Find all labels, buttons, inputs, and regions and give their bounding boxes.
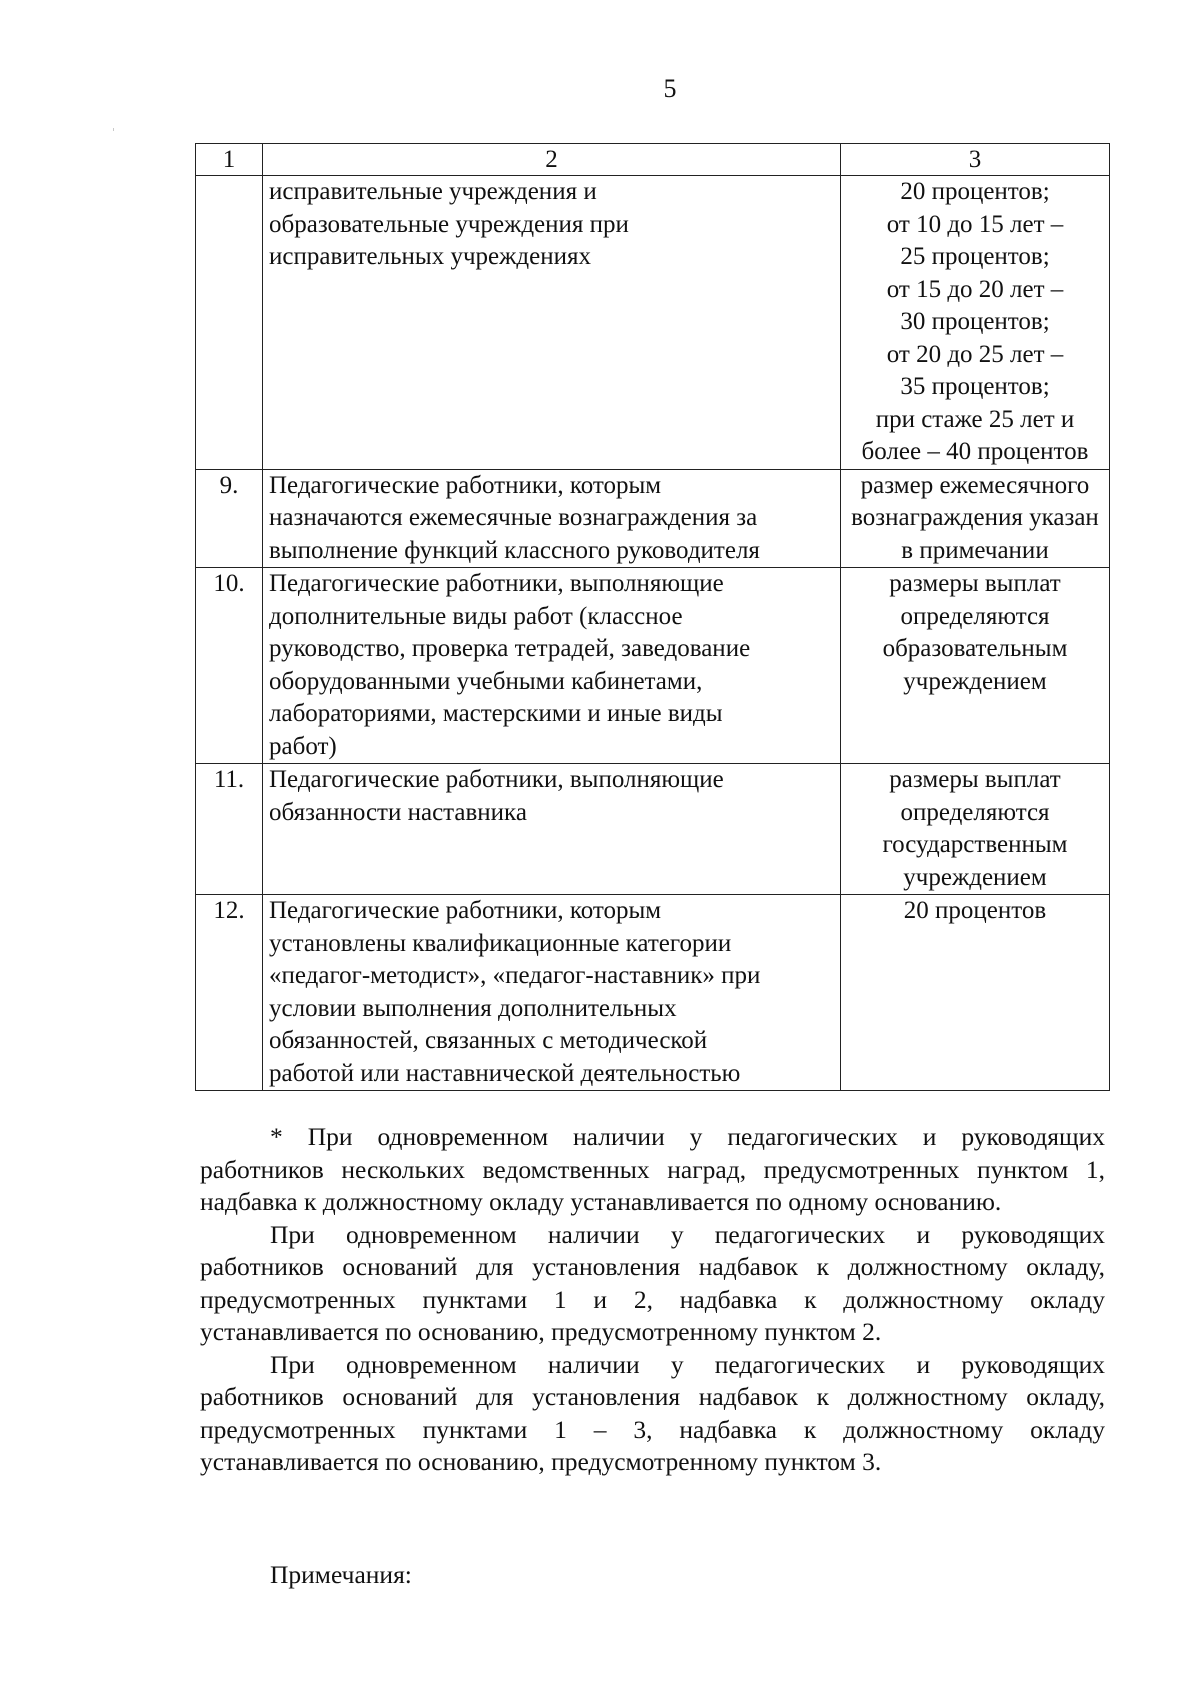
- row-value: [841, 176, 1110, 470]
- footnote-line: работников нескольких ведомственных наград, предусмотренных пунктом 1,: [200, 1154, 1105, 1184]
- table-body: [196, 144, 1110, 1091]
- description-line: работ): [269, 732, 337, 760]
- value-line: определяются: [900, 798, 1050, 826]
- value-line: более – 40 процентов: [861, 438, 1089, 465]
- description-line: работой или наставнической деятельностью: [269, 1059, 741, 1087]
- footnotes: [200, 1121, 1105, 1479]
- value-line: при стаже 25 лет и: [875, 405, 1075, 433]
- footnote-line: При одновременном наличии у педагогических и руководящих: [270, 1349, 1105, 1379]
- description-line: назначаются ежемесячные вознаграждения за: [269, 504, 758, 531]
- row-number: 11.: [196, 764, 263, 895]
- footnote-line: работников оснований для установления надбавок к должностному окладу,: [200, 1252, 1105, 1281]
- footnote-line: предусмотренных пунктами 1 – 3, надбавка к должностному окладу: [200, 1414, 1105, 1444]
- description-line: Педагогические работники, выполняющие: [269, 570, 724, 597]
- value-line: от 20 до 25 лет –: [886, 340, 1064, 368]
- description-line: Педагогические работники, выполняющие: [269, 766, 724, 793]
- value-line: учреждением: [903, 667, 1047, 695]
- table-header-row: [196, 144, 1110, 176]
- table-row: [196, 895, 1110, 1091]
- row-value: [841, 469, 1110, 568]
- value-line: вознаграждения указан: [851, 504, 1099, 531]
- remarks-heading: Примечания:: [270, 1560, 412, 1589]
- value-line: 20 процентов: [903, 897, 1047, 924]
- table-row: [196, 176, 1110, 470]
- table-row: [196, 568, 1110, 764]
- description-line: лабораториями, мастерскими и иные виды: [269, 700, 723, 727]
- header-col-3: 3: [841, 144, 1110, 176]
- value-line: определяются: [900, 602, 1050, 630]
- allowance-table: [195, 143, 1110, 1091]
- row-description: [263, 764, 841, 895]
- description-line: обязанностей, связанных с методической: [269, 1027, 708, 1054]
- value-line: от 10 до 15 лет –: [886, 210, 1064, 238]
- description-line: установлены квалификационные категории: [269, 929, 732, 957]
- value-line: 20 процентов;: [900, 178, 1050, 205]
- footnote-line: * При одновременном наличии у педагогических и руководящих: [270, 1122, 1105, 1151]
- value-line: образовательным: [882, 635, 1068, 662]
- footnote-line: устанавливается по основанию, предусмотренному пунктом 2.: [200, 1317, 882, 1346]
- footnote-line: предусмотренных пунктами 1 и 2, надбавка к должностному окладу: [200, 1284, 1105, 1314]
- value-line: размеры выплат: [889, 570, 1061, 597]
- description-line: условии выполнения дополнительных: [269, 994, 677, 1022]
- row-description: [263, 176, 841, 470]
- description-line: выполнение функций классного руководителя: [269, 536, 760, 564]
- description-line: Педагогические работники, которым: [269, 471, 662, 499]
- scan-artifact: [113, 128, 114, 131]
- description-line: исправительные учреждения и: [269, 178, 597, 205]
- description-line: «педагог-методист», «педагог-наставник» при: [269, 962, 761, 989]
- header-col-2: 2: [263, 144, 841, 176]
- value-line: размер ежемесячного: [860, 471, 1090, 499]
- footnote-paragraph: [200, 1349, 1105, 1479]
- row-number: 9.: [196, 469, 263, 568]
- description-line: образовательные учреждения при: [269, 210, 629, 238]
- value-line: размеры выплат: [889, 766, 1061, 793]
- footnote-paragraph: [200, 1219, 1105, 1349]
- footnote-line: надбавка к должностному окладу устанавливается по одному основанию.: [200, 1187, 1002, 1216]
- table-row: [196, 764, 1110, 895]
- row-number: 10.: [196, 568, 263, 764]
- footnote-line: При одновременном наличии у педагогических и руководящих: [270, 1219, 1105, 1249]
- row-number: [196, 176, 263, 470]
- value-line: государственным: [882, 831, 1068, 858]
- header-col-1: 1: [196, 144, 263, 176]
- footnote-paragraph: [200, 1121, 1105, 1219]
- value-line: учреждением: [903, 863, 1047, 891]
- footnote-line: устанавливается по основанию, предусмотренному пунктом 3.: [200, 1447, 882, 1476]
- description-line: исправительных учреждениях: [269, 243, 591, 270]
- description-line: руководство, проверка тетрадей, заведование: [269, 635, 751, 662]
- row-description: [263, 895, 841, 1091]
- footnote-line: работников оснований для установления надбавок к должностному окладу,: [200, 1382, 1105, 1411]
- description-line: Педагогические работники, которым: [269, 897, 662, 924]
- value-line: 25 процентов;: [900, 243, 1050, 270]
- row-number: 12.: [196, 895, 263, 1091]
- row-description: [263, 568, 841, 764]
- value-line: от 15 до 20 лет –: [886, 275, 1064, 303]
- table-row: [196, 469, 1110, 568]
- row-description: [263, 469, 841, 568]
- page-number: 5: [663, 74, 677, 103]
- description-line: обязанности наставника: [269, 798, 527, 826]
- row-value: [841, 764, 1110, 895]
- value-line: в примечании: [901, 536, 1049, 564]
- row-value: [841, 895, 1110, 1091]
- description-line: дополнительные виды работ (классное: [269, 602, 683, 630]
- row-value: [841, 568, 1110, 764]
- description-line: оборудованными учебными кабинетами,: [269, 667, 703, 695]
- value-line: 30 процентов;: [900, 308, 1050, 335]
- value-line: 35 процентов;: [900, 373, 1050, 400]
